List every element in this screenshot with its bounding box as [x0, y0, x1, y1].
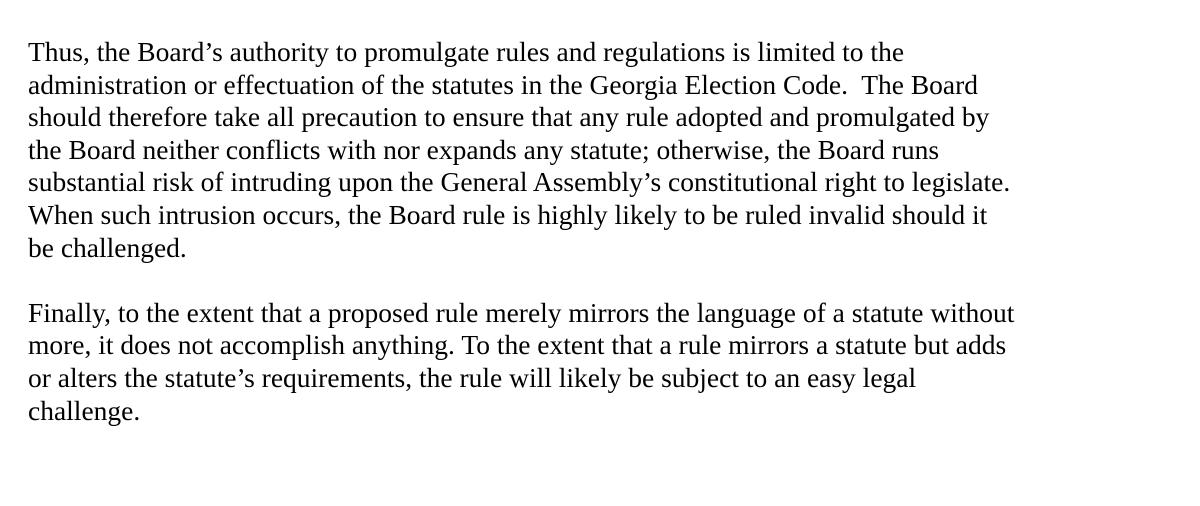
text-line: When such intrusion occurs, the Board rule is highly likely to be ruled invalid should it	[28, 198, 988, 230]
text-line: should therefore take all precaution to ensure that any rule adopted and promulgated by	[28, 101, 990, 133]
text-line: Finally, to the extent that a proposed rule merely mirrors the language of a statute without	[28, 296, 1015, 328]
text-line: be challenged.	[28, 231, 187, 263]
text-line: administration or effectuation of the statutes in the Georgia Election Code. The Board	[28, 68, 979, 100]
text-line: or alters the statute’s requirements, the rule will likely be subject to an easy legal	[28, 361, 917, 393]
paragraph-mirrored-rules	[28, 297, 1180, 427]
text-line: challenge.	[28, 394, 141, 426]
text-line: substantial risk of intruding upon the General Assembly’s constitutional right to legislate.	[28, 166, 1011, 198]
text-line: the Board neither conflicts with nor expands any statute; otherwise, the Board runs	[28, 133, 940, 165]
text-line: Thus, the Board’s authority to promulgate rules and regulations is limited to the	[28, 36, 905, 67]
paragraph-board-authority	[28, 36, 1180, 264]
text-line: more, it does not accomplish anything. To the extent that a rule mirrors a statute but adds	[28, 329, 1007, 361]
paragraph-spacer	[28, 264, 1180, 297]
